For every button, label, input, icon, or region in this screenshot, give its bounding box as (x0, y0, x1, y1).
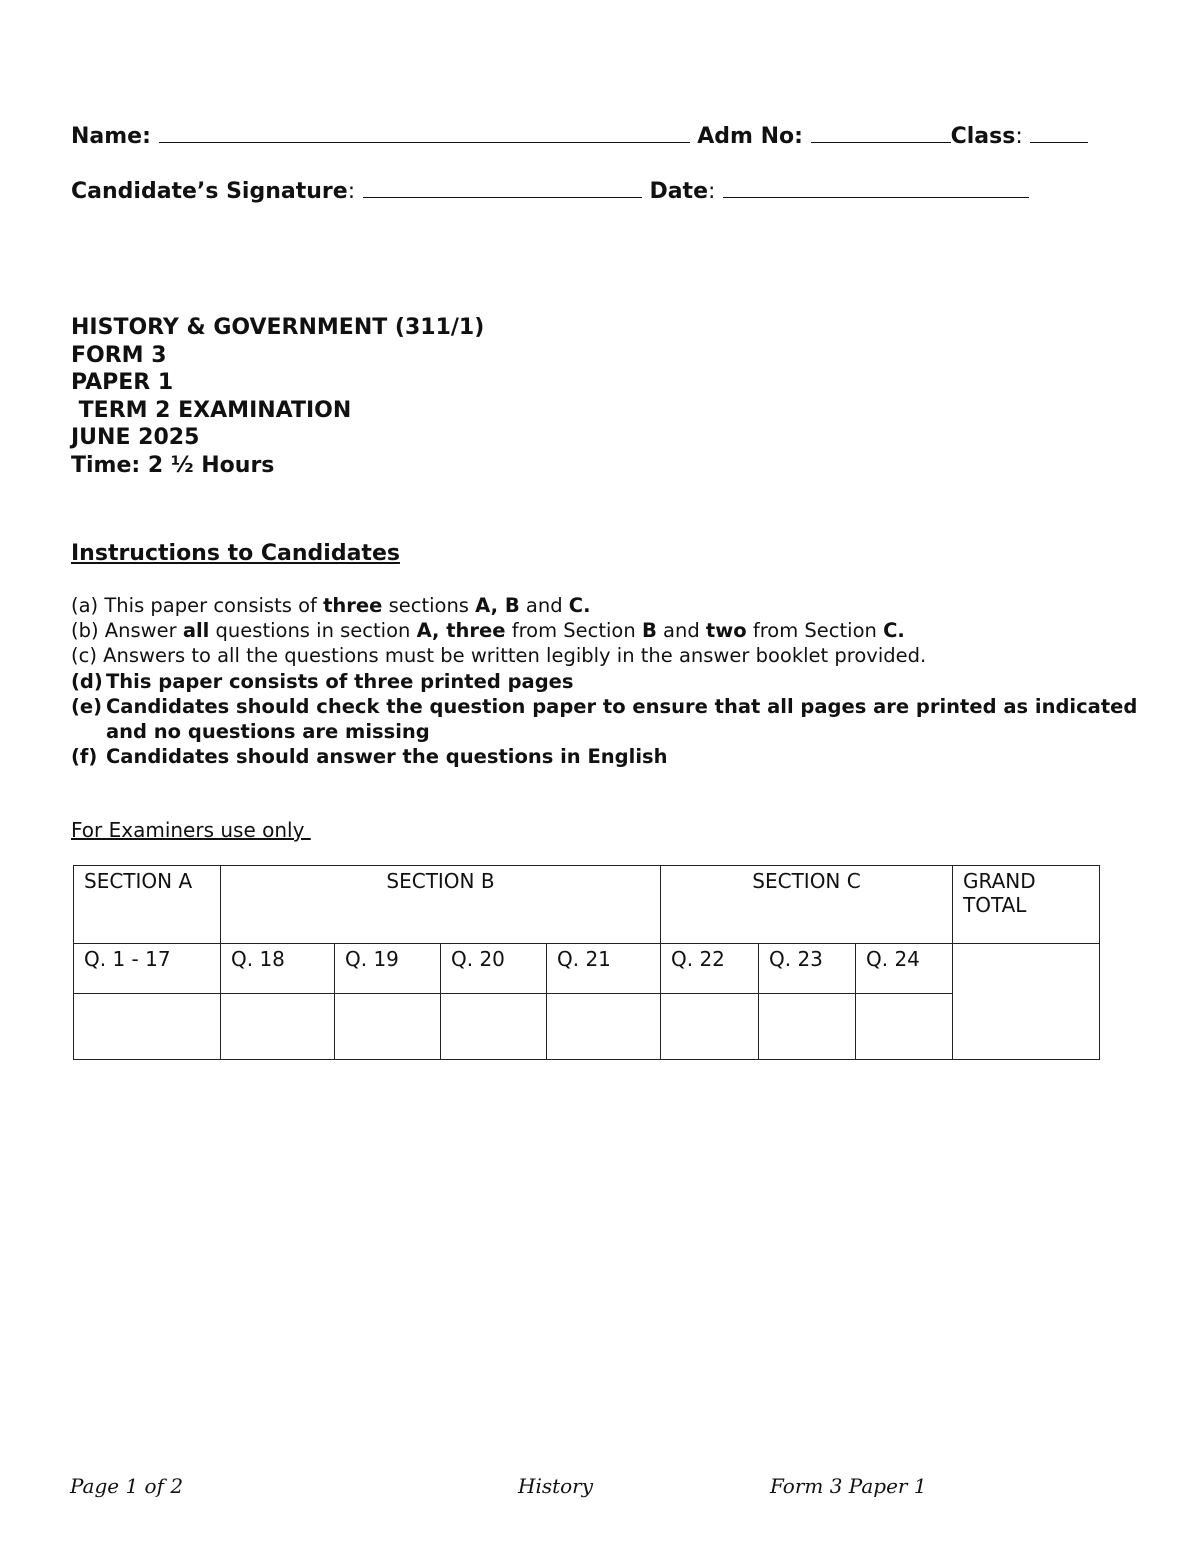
question-cell: Q. 24 (856, 944, 953, 994)
section-c-header: SECTION C (661, 866, 953, 944)
instruction-a-text2: sections (382, 594, 476, 617)
class-label: Class (950, 124, 1016, 149)
instruction-a-bold3: C. (568, 594, 591, 617)
section-b-header: SECTION B (221, 866, 661, 944)
instruction-c-text: Answers to all the questions must be written legibly in the answer booklet provided. (103, 644, 927, 668)
instruction-d (71, 669, 1151, 694)
footer-subject: History (518, 1474, 594, 1498)
instruction-b-text5: from Section (746, 619, 884, 643)
exam-date: JUNE 2025 (71, 425, 200, 451)
class-field[interactable] (1030, 122, 1088, 143)
instruction-e-label: (e) (71, 694, 103, 718)
date-colon: : (708, 179, 716, 204)
section-a-header: SECTION A (74, 866, 221, 944)
instruction-d-text: This paper consists of three printed pages (106, 669, 574, 693)
question-cell: Q. 22 (661, 944, 759, 994)
question-cell: Q. 21 (547, 944, 661, 994)
score-cell[interactable] (441, 994, 547, 1060)
instructions-list (71, 593, 1151, 769)
question-cell: Q. 20 (441, 944, 547, 994)
instruction-b-text2: questions in section (209, 619, 417, 643)
exam-title-block (71, 314, 484, 480)
instruction-c (71, 643, 1151, 668)
score-cell[interactable] (661, 994, 759, 1060)
question-cell: Q. 18 (221, 944, 335, 994)
score-cell[interactable] (221, 994, 335, 1060)
score-cell[interactable] (547, 994, 661, 1060)
instruction-a-text1: This paper consists of (104, 594, 324, 617)
name-adm-class-row (71, 122, 1088, 149)
question-cell: Q. 19 (335, 944, 441, 994)
instruction-a-bold2: A, B (475, 594, 520, 617)
instruction-b-text1: Answer (104, 619, 183, 643)
score-cell[interactable] (74, 994, 221, 1060)
exam-time: Time: 2 ½ Hours (71, 452, 275, 478)
score-cell[interactable] (856, 994, 953, 1060)
examiners-heading: For Examiners use only (71, 818, 311, 842)
instructions-heading: Instructions to Candidates (71, 541, 400, 566)
signature-label: Candidate’s Signature (71, 179, 348, 204)
grand-total-score-cell[interactable] (953, 944, 1100, 1060)
instruction-f (71, 744, 1151, 769)
instruction-f-label: (f) (71, 745, 98, 769)
score-cell[interactable] (759, 994, 856, 1060)
instruction-a (71, 593, 1151, 618)
instruction-d-label: (d) (71, 669, 103, 693)
adm-no-label: Adm No: (697, 124, 803, 149)
instruction-b-bold4: two (705, 619, 747, 643)
examiners-marks-table (73, 865, 1100, 1060)
exam-subject: HISTORY & GOVERNMENT (311/1) (71, 315, 485, 340)
date-field[interactable] (723, 177, 1029, 198)
instruction-b-label: (b) (71, 619, 105, 643)
adm-no-field[interactable] (811, 122, 951, 143)
instruction-f-text: Candidates should answer the questions in English (106, 745, 668, 769)
exam-form: FORM 3 (71, 342, 167, 368)
instruction-b-text4: and (656, 619, 706, 643)
question-cell: Q. 1 - 17 (74, 944, 221, 994)
name-label: Name: (71, 124, 151, 149)
instruction-b-bold3: B (641, 619, 657, 643)
name-field[interactable] (159, 122, 690, 143)
instruction-c-label: (c) (71, 644, 104, 668)
exam-paper: PAPER 1 (71, 370, 174, 396)
instruction-e-text: Candidates should check the question paper to ensure that all pages are printed as indicated and no questions are missing (106, 694, 1138, 744)
signature-colon: : (347, 179, 356, 204)
class-colon: : (1015, 124, 1023, 149)
signature-date-row (71, 177, 1029, 204)
instruction-b-bold1: all (182, 619, 210, 643)
instruction-a-bold1: three (323, 594, 383, 617)
question-cell: Q. 23 (759, 944, 856, 994)
exam-term: TERM 2 EXAMINATION (71, 397, 352, 423)
grand-total-header: GRAND TOTAL (953, 866, 1100, 944)
date-label: Date (649, 179, 708, 204)
signature-field[interactable] (363, 177, 642, 198)
footer-paper: Form 3 Paper 1 (770, 1474, 927, 1498)
instruction-b-text3: from Section (505, 619, 642, 643)
instruction-e (71, 694, 1151, 744)
instruction-a-text3: and (519, 594, 569, 617)
score-cell[interactable] (335, 994, 441, 1060)
instruction-b (71, 618, 1151, 643)
instruction-b-bold2: A, three (416, 619, 506, 643)
instruction-b-bold5: C. (883, 619, 905, 643)
footer-page-number: Page 1 of 2 (70, 1474, 184, 1498)
instruction-a-label: (a) (71, 594, 105, 617)
